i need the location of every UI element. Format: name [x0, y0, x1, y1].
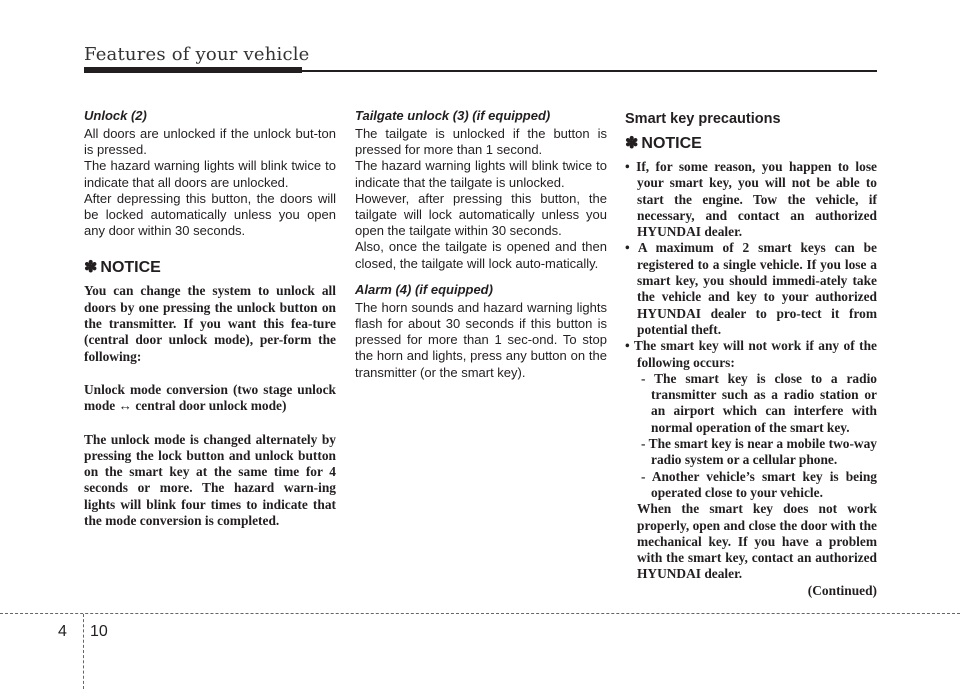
page-header-title: Features of your vehicle	[84, 44, 310, 65]
sub-list-item: - Another vehicle’s smart key is being operated close to your vehicle.	[641, 468, 877, 500]
column-left	[84, 108, 336, 529]
sub-list-item: - The smart key is near a mobile two-way radio system or a cellular phone.	[641, 436, 877, 468]
notice-heading-label: NOTICE	[100, 259, 161, 277]
list-item: • If, for some reason, you happen to lose your smart key, you will not be able to start the engine. Tow the vehicle, if necessary, and contact an authorized HYUNDAI dealer.	[625, 159, 877, 240]
alarm-paragraph: The horn sounds and hazard warning lights flash for about 30 seconds if this button is pressed for more than 1 sec-ond. To stop the horn and lights, press any button on the transmitter (or the smart key).	[355, 299, 607, 380]
list-item: • A maximum of 2 smart keys can be registered to a single vehicle. If you lose a smart key, you should immedi-ately take the vehicle and key to your authorized HYUNDAI dealer to pro-tect it from potential theft.	[625, 240, 877, 337]
sub-list-item: - The smart key is close to a radio transmitter such as a radio station or an airport which can interfere with normal operation of the smart key.	[641, 370, 877, 435]
column-middle	[355, 108, 607, 381]
tailgate-subheading: Tailgate unlock (3) (if equipped)	[355, 108, 551, 123]
chapter-number: 4	[58, 623, 67, 640]
tailgate-paragraph-3: However, after pressing this button, the tailgate will lock automatically unless you open the tailgate within 30 seconds.	[355, 190, 607, 239]
notice-paragraph-3: The unlock mode is changed alternately by pressing the lock button and unlock button on the smart key at the same time for 4 seconds or more. The hazard warn-ing lights will blink four times to indicate that the mode conversion is completed.	[84, 431, 336, 528]
notice-paragraph-1: You can change the system to unlock all doors by one pressing the unlock button on the transmitter. If you want this fea-ture (central door unlock mode), per-form the following:	[84, 283, 336, 364]
list-item	[625, 338, 877, 501]
unlock-paragraph-2: The hazard warning lights will blink twice to indicate that all doors are unlocked.	[84, 158, 336, 190]
notice-paragraph-2: Unlock mode conversion (two stage unlock mode ↔ central door unlock mode)	[84, 381, 336, 414]
tailgate-paragraph-1: The tailgate is unlocked if the button is pressed for more than 1 second.	[355, 126, 607, 158]
notice-star-icon: ✽	[625, 135, 639, 152]
sub-list	[637, 371, 877, 501]
header-rule-thick	[84, 67, 302, 73]
notice-heading	[625, 133, 877, 153]
list-item-text: • The smart key will not work if any of the following occurs:	[625, 338, 877, 370]
column-right	[625, 108, 877, 599]
notice-heading-label: NOTICE	[641, 135, 702, 152]
notice-heading	[84, 257, 336, 277]
header-rule-thin	[302, 70, 877, 72]
continued-label: (Continued)	[807, 582, 877, 598]
unlock-paragraph-3: After depressing this button, the doors will be locked automatically unless you open any door within 30 seconds.	[84, 190, 336, 239]
alarm-subheading: Alarm (4) (if equipped)	[355, 281, 493, 297]
section-heading: Smart key precautions	[625, 111, 781, 127]
footer-rule	[0, 613, 960, 614]
footer-divider	[83, 614, 84, 689]
tailgate-paragraph-4: Also, once the tailgate is opened and then closed, the tailgate will lock auto-matically.	[355, 239, 607, 271]
unlock-subheading: Unlock (2)	[84, 108, 147, 123]
precautions-list	[625, 159, 877, 501]
closing-paragraph: When the smart key does not work properly, open and close the door with the mechanical key. If you have a problem with the smart key, contact an authorized HYUNDAI dealer.	[637, 501, 877, 582]
page-number: 10	[90, 623, 108, 640]
tailgate-paragraph-2: The hazard warning lights will blink twice to indicate that the tailgate is unlocked.	[355, 158, 607, 190]
notice-star-icon: ✽	[84, 259, 98, 277]
unlock-paragraph-1: All doors are unlocked if the unlock but-ton is pressed.	[84, 126, 336, 158]
